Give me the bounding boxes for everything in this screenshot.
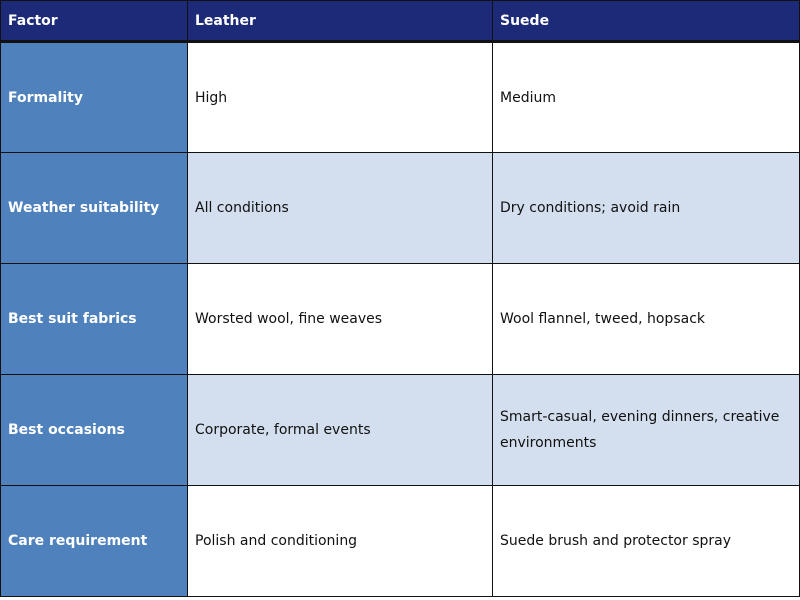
suede-cell: Wool flannel, tweed, hopsack (493, 264, 800, 375)
suede-cell: Dry conditions; avoid rain (493, 153, 800, 264)
table-row (1, 486, 800, 597)
factor-cell: Care requirement (1, 486, 188, 597)
leather-cell: Corporate, formal events (188, 375, 493, 486)
suede-cell: Smart-casual, evening dinners, creative environments (493, 375, 800, 486)
header-factor: Factor (1, 1, 188, 42)
table-header (1, 1, 800, 42)
table-row (1, 153, 800, 264)
table-row (1, 42, 800, 153)
header-row (1, 1, 800, 42)
leather-cell: Worsted wool, fine weaves (188, 264, 493, 375)
factor-cell: Weather suitability (1, 153, 188, 264)
header-leather: Leather (188, 1, 493, 42)
suede-cell: Suede brush and protector spray (493, 486, 800, 597)
factor-cell: Formality (1, 42, 188, 153)
suede-cell: Medium (493, 42, 800, 153)
table-row (1, 264, 800, 375)
leather-cell: Polish and conditioning (188, 486, 493, 597)
leather-cell: High (188, 42, 493, 153)
table-row (1, 375, 800, 486)
leather-cell: All conditions (188, 153, 493, 264)
factor-cell: Best suit fabrics (1, 264, 188, 375)
factor-cell: Best occasions (1, 375, 188, 486)
table-body (1, 42, 800, 597)
header-suede: Suede (493, 1, 800, 42)
